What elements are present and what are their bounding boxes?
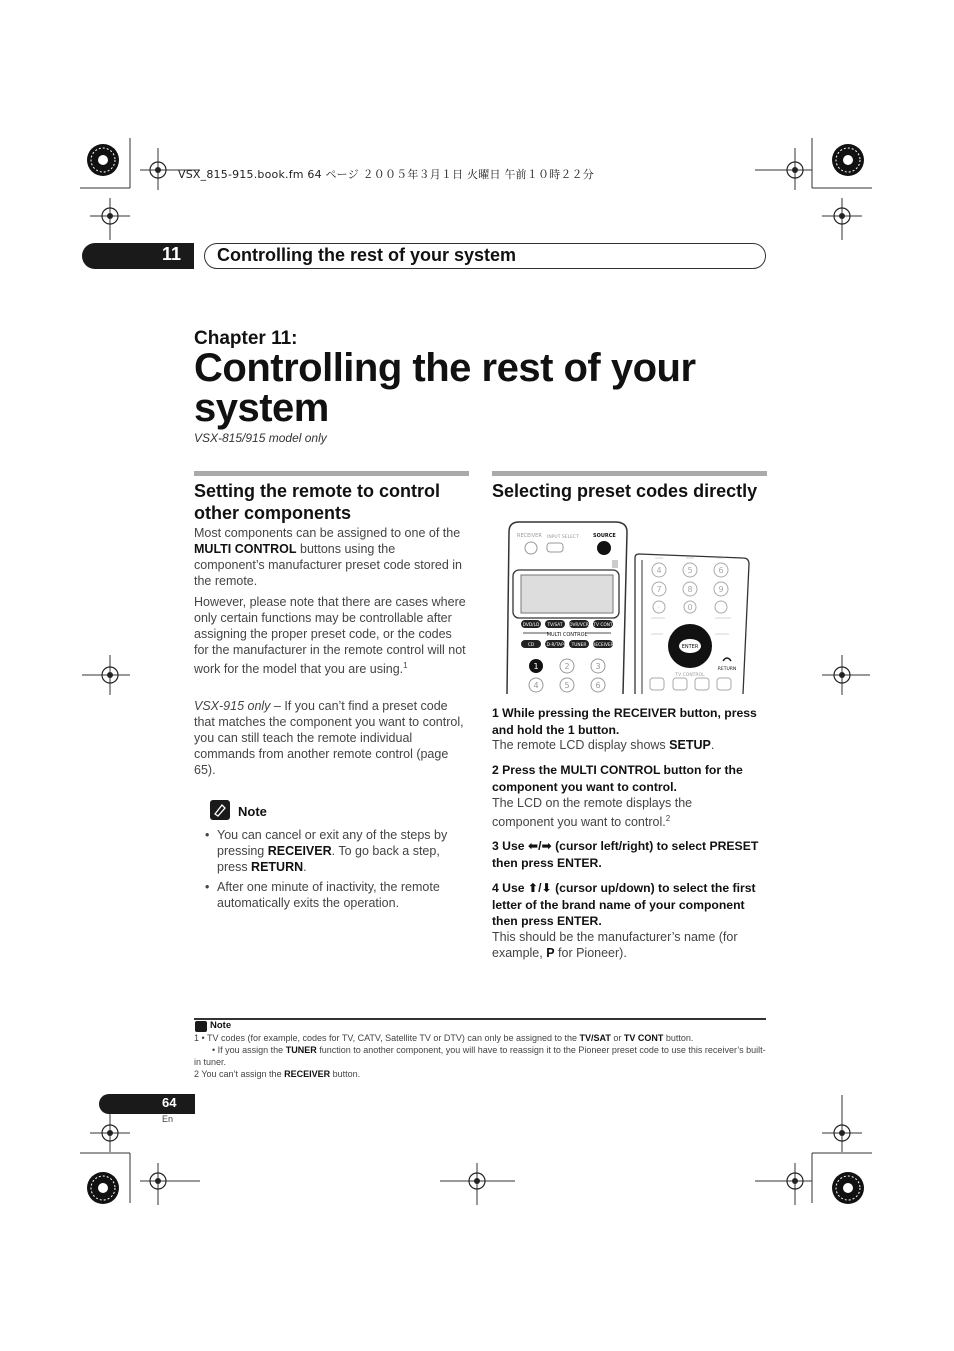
svg-text:CD: CD [527,643,535,648]
step-2-heading: 2 Press the MULTI CONTROL button for the component you want to control. [492,763,743,794]
svg-text:5: 5 [564,681,570,690]
chapter-label: Chapter 11: [194,328,298,349]
remote-source-label: SOURCE [593,533,616,539]
step-1-heading: 1 While pressing the RECEIVER button, press and hold the 1 button. [492,706,757,737]
step-4-heading: 4 Use ⬆/⬇ (cursor up/down) to select the first letter of the brand name of your component then press ENTER. [492,881,756,928]
note-icon [210,800,230,820]
svg-text:4: 4 [656,566,662,575]
chapter-tab-title: Controlling the rest of your system [217,245,517,265]
chapter-number: 11 [162,244,182,264]
footnote-2: 2 You can’t assign the RECEIVER button. [194,1069,361,1079]
svg-text:9: 9 [718,585,724,594]
remote-return-label: RETURN [717,667,737,672]
note-bullet-1: • You can cancel or exit any of the steps by pressing RECEIVER. To go back a step, press RETURN. [217,827,467,875]
svg-text:4: 4 [533,681,539,690]
remote-enter-label: ENTER [681,644,699,650]
step-2-body: The LCD on the remote displays the component you want to control.$^2$ [492,796,693,830]
page-language: En [162,1114,174,1124]
svg-text:1: 1 [533,662,539,671]
remote-tv-control-label: TV CONTROL [675,673,705,678]
svg-text:DVR/VCR: DVR/VCR [569,623,589,628]
svg-text:DVD/LD: DVD/LD [522,623,540,628]
model-note: VSX-815/915 model only [194,431,327,445]
section-rule-right [492,471,767,476]
section-rule-left [194,471,469,476]
note-label: Note [238,804,267,819]
svg-text:2: 2 [564,662,570,671]
svg-text:6: 6 [595,681,601,690]
step-1-body: The remote LCD display shows SETUP. [492,738,715,752]
svg-text:3: 3 [595,662,601,671]
svg-text:·: · [657,603,661,612]
page-number: 64 [162,1095,177,1110]
paragraph-vsx915: VSX-915 only – If you can’t find a preset code that matches the component you want to control, you can still teach the remote individual commands from another remote control (page 65). [194,699,464,777]
remote-multi-control-label: MULTI CONTROL [546,632,588,638]
svg-text:CD-R/TAPE: CD-R/TAPE [543,643,567,648]
svg-text:6: 6 [718,566,724,575]
svg-text:TV/SAT: TV/SAT [547,623,563,628]
svg-text:TV CONT: TV CONT [593,623,613,628]
svg-text:5: 5 [687,566,693,575]
svg-text:TUNER: TUNER [571,643,587,648]
svg-text:0: 0 [687,603,693,612]
remote-input-select-label: INPUT SELECT [547,535,579,540]
svg-text:7: 7 [656,585,662,594]
footnote-note-label: Note [210,1020,232,1031]
page-number-tab [99,1094,195,1114]
footnote-rule [194,1018,766,1020]
svg-text:RECEIVER: RECEIVER [592,643,614,648]
file-header-line: VSX_815-915.book.fm 64 ページ ２００５年３月１日 火曜日 午前１０時２２分 [178,168,594,181]
step-3-heading: 3 Use ⬅/➡ (cursor left/right) to select PRESET then press ENTER. [492,839,759,870]
remote-receiver-label: RECEIVER [517,533,542,539]
paragraph-intro: Most components can be assigned to one of the MULTI CONTROL buttons using the component’s manufacturer preset code stored in the remote. [194,526,462,588]
remote-control-illustration [505,518,765,698]
footnote-note-icon [195,1021,207,1032]
section-heading-preset-codes: Selecting preset codes directly [492,481,758,501]
paragraph-caveat: However, please note that there are cases where only certain functions may be controllable after assigning the proper preset code, or the codes for the manufacturer in the remote control will not work for the model that you are using.$^1$ [194,595,466,677]
section-heading-remote-setup: Setting the remote to control other components [194,481,441,523]
note-bullet-2: • After one minute of inactivity, the remote automatically exits the operation. [217,879,467,911]
page-title: Controlling the rest of your system [194,346,696,430]
step-4-body: This should be the manufacturer’s name (for example, P for Pioneer). [492,930,738,960]
footnote-1b: • If you assign the TUNER function to another component, you will have to reassign it to the Pioneer preset code to use this receiver’s built-in tuner. [194,1045,766,1067]
footnote-1: 1 • TV codes (for example, codes for TV, CATV, Satellite TV or DTV) can only be assigned to the TV/SAT or TV CONT button. [194,1033,694,1043]
svg-text:8: 8 [687,585,693,594]
